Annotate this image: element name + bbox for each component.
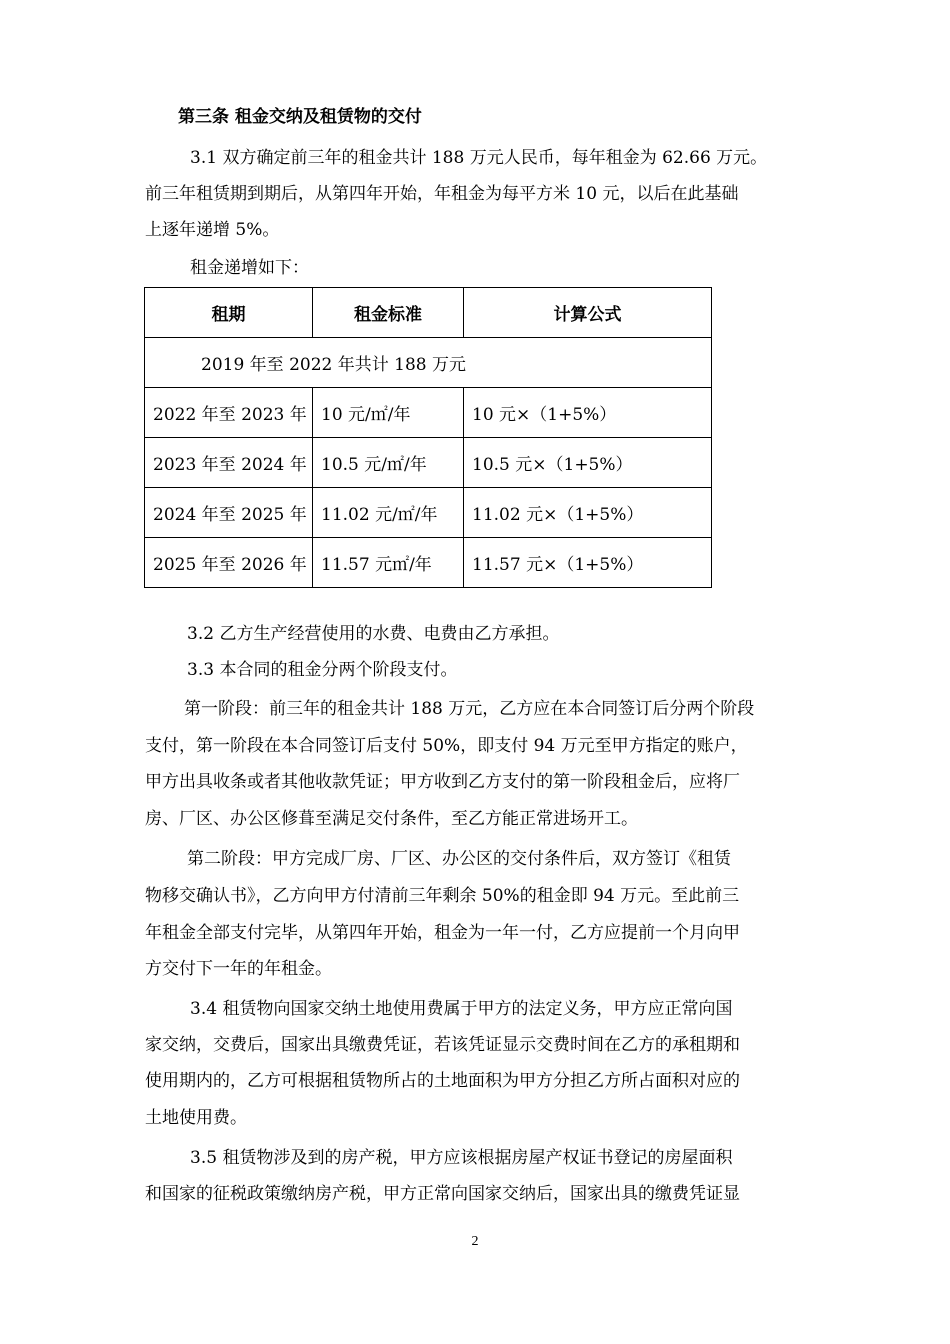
paragraph-3-5-line-1: 3.5 租赁物涉及到的房产税，甲方应该根据房屋产权证书登记的房屋面积 <box>190 1148 733 1168</box>
table-intro: 租金递增如下： <box>190 258 309 278</box>
table-row <box>145 438 712 488</box>
phase-1-line-2: 支付，第一阶段在本合同签订后支付 50%，即支付 94 万元至甲方指定的账户， <box>145 736 748 756</box>
table-header-row <box>145 288 712 338</box>
section-title: 第三条 租金交纳及租赁物的交付 <box>178 107 422 127</box>
formula-cell: 11.02 元×（1+5%） <box>464 488 712 538</box>
rate-cell: 10 元/㎡/年 <box>313 388 464 438</box>
phase-1-line-3: 甲方出具收条或者其他收款凭证；甲方收到乙方支付的第一阶段租金后，应将厂 <box>145 772 740 792</box>
phase-2-line-2: 物移交确认书》，乙方向甲方付清前三年剩余 50%的租金即 94 万元。至此前三 <box>145 886 740 906</box>
rate-cell: 11.02 元/㎡/年 <box>313 488 464 538</box>
term-cell: 2023 年至 2024 年 <box>145 438 313 488</box>
table-row <box>145 488 712 538</box>
table-row <box>145 538 712 588</box>
page-number: 2 <box>471 1234 479 1249</box>
rent-increase-table <box>144 287 712 588</box>
phase-2-line-1: 第二阶段：甲方完成厂房、厂区、办公区的交付条件后，双方签订《租赁 <box>187 849 731 869</box>
term-cell: 2024 年至 2025 年 <box>145 488 313 538</box>
paragraph-3-4-line-3: 使用期内的，乙方可根据租赁物所占的土地面积为甲方分担乙方所占面积对应的 <box>145 1071 740 1091</box>
phase-2-line-3: 年租金全部支付完毕，从第四年开始，租金为一年一付，乙方应提前一个月向甲 <box>145 923 740 943</box>
table-row <box>145 388 712 438</box>
paragraph-3-4-line-2: 家交纳，交费后，国家出具缴费凭证，若该凭证显示交费时间在乙方的承租期和 <box>145 1035 740 1055</box>
paragraph-3-4-line-1: 3.4 租赁物向国家交纳土地使用费属于甲方的法定义务，甲方应正常向国 <box>190 999 733 1019</box>
rate-cell: 11.57 元㎡/年 <box>313 538 464 588</box>
paragraph-3-2: 3.2 乙方生产经营使用的水费、电费由乙方承担。 <box>187 624 560 644</box>
paragraph-3-4-line-4: 土地使用费。 <box>145 1108 247 1128</box>
header-cell-rate: 租金标准 <box>313 288 464 338</box>
formula-cell: 10.5 元×（1+5%） <box>464 438 712 488</box>
phase-2-line-4: 方交付下一年的年租金。 <box>145 959 332 979</box>
formula-cell: 11.57 元×（1+5%） <box>464 538 712 588</box>
rate-cell: 10.5 元/㎡/年 <box>313 438 464 488</box>
phase-1-line-4: 房、厂区、办公区修葺至满足交付条件，至乙方能正常进场开工。 <box>145 809 638 829</box>
summary-cell: 2019 年至 2022 年共计 188 万元 <box>145 338 712 388</box>
formula-cell: 10 元×（1+5%） <box>464 388 712 438</box>
paragraph-3-1-line-2: 前三年租赁期到期后，从第四年开始，年租金为每平方米 10 元，以后在此基础 <box>145 184 739 204</box>
header-cell-formula: 计算公式 <box>464 288 712 338</box>
paragraph-3-1-line-1: 3.1 双方确定前三年的租金共计 188 万元人民币，每年租金为 62.66 万元。 <box>190 148 768 168</box>
paragraph-3-3: 3.3 本合同的租金分两个阶段支付。 <box>187 660 458 680</box>
term-cell: 2022 年至 2023 年 <box>145 388 313 438</box>
header-cell-term: 租期 <box>145 288 313 338</box>
table-summary-row <box>145 338 712 388</box>
paragraph-3-1-line-3: 上逐年递增 5%。 <box>145 220 280 240</box>
phase-1-line-1: 第一阶段：前三年的租金共计 188 万元，乙方应在本合同签订后分两个阶段 <box>184 699 755 719</box>
paragraph-3-5-line-2: 和国家的征税政策缴纳房产税，甲方正常向国家交纳后，国家出具的缴费凭证显 <box>145 1184 740 1204</box>
term-cell: 2025 年至 2026 年 <box>145 538 313 588</box>
